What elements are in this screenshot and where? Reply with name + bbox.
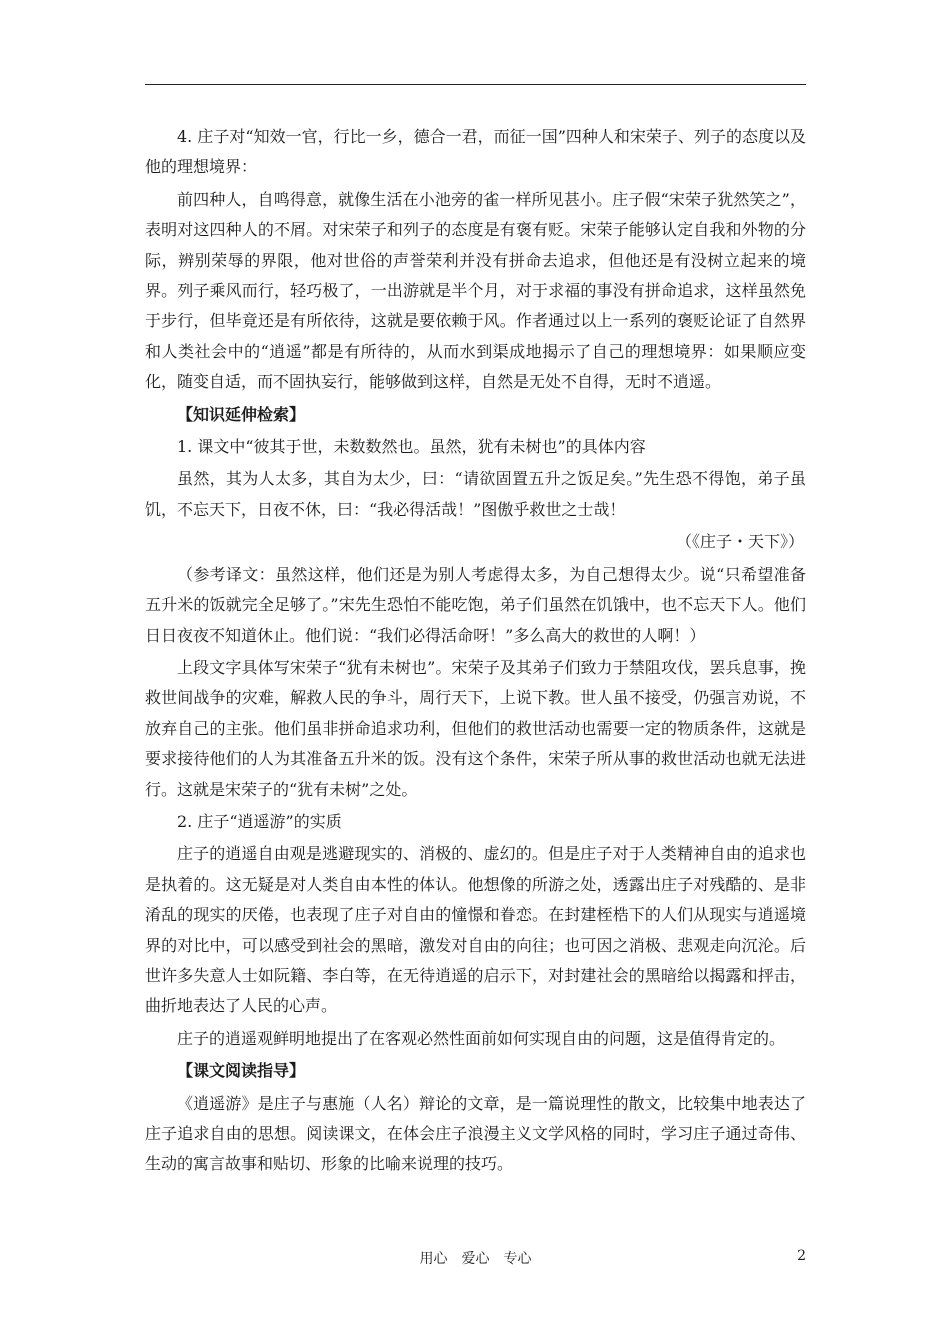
section-heading-knowledge-extension: 【知识延伸检索】 [177,404,306,424]
paragraph-attitudes-detail: 前四种人，自鸣得意，就像生活在小池旁的雀一样所见甚小。庄子假“宋荣子犹然笑之”，表明对这四种人的不屑。对宋荣子和列子的态度是有褒有贬。宋荣子能够认定自我和外物的分际，辨别荣辱的界限，他对世俗的声誉荣利并没有拼命去追求，但他还是有没树立起来的境界。列子乘风而行，轻巧极了，一出游就是半个月，对于求福的事没有拼命追求，这样虽然免于步行，但毕竟还是有所依待，这就是要依赖于风。作者通过以上一系列的褒贬论证了自然界和人类社会中的“逍遥”都是有所待的，从而水到渠成地揭示了自己的理想境界：如果顺应变化，随变自适，而不固执妄行，能够做到这样，自然是无处不自得，无时不逍遥。 [145,189,806,392]
page-footer [145,1248,806,1272]
section-heading-reading-guide: 【课文阅读指导】 [177,1061,306,1081]
paragraph-item-2-title: 2. 庄子“逍遥游”的实质 [177,811,342,831]
paragraph-item-1-title: 1. 课文中“彼其于世，未数数然也。虽然，犹有未树也”的具体内容 [177,437,646,457]
paragraph-attitudes-intro: 4. 庄子对“知效一官，行比一乡，德合一君，而征一国”四种人和宋荣子、列子的态度以及他的理想境界： [145,127,806,177]
header-rule [145,84,806,85]
footer-slogan: 用心 爱心 专心 [419,1251,532,1267]
paragraph-freedom-essence: 庄子的逍遥自由观是逃避现实的、消极的、虚幻的。但是庄子对于人类精神自由的追求也是执着的。这无疑是对人类自由本性的体认。他想像的所游之处，透露出庄子对残酷的、是非淆乱的现实的厌倦，也表现了庄子对自由的憧憬和眷恋。在封建桎梏下的人们从现实与逍遥境界的对比中，可以感受到社会的黑暗，激发对自由的向往；也可因之消极、悲观走向沉沦。后世许多失意人士如阮籍、李白等，在无待逍遥的启示下，对封建社会的黑暗给以揭露和抨击，曲折地表达了人民的心声。 [145,844,806,1016]
page-number: 2 [797,1248,806,1264]
quotation-source: （《庄子・天下》） [675,532,804,552]
paragraph-song-rongzi: 上段文字具体写宋荣子“犹有未树也”。宋荣子及其弟子们致力于禁阻攻伐，罢兵息事，挽救世间战争的灾难，解救人民的争斗，周行天下，上说下教。世人虽不接受，仍强言劝说，不放弃自己的主张。他们虽非拼命追求功利，但他们的救世活动也需要一定的物质条件，这就是要求接待他们的人为其准备五升米的饭。没有这个条件，宋荣子所从事的救世活动也就无法进行。这就是宋荣子的“犹有未树”之处。 [145,657,806,799]
paragraph-reading-guide: 《逍遥游》是庄子与惠施（人名）辩论的文章，是一篇说理性的散文，比较集中地表达了庄子追求自由的思想。阅读课文，在体会庄子浪漫主义文学风格的同时，学习庄子通过奇伟、生动的寓言故事和贴切、形象的比喻来说理的技巧。 [145,1093,806,1174]
paragraph-quotation: 虽然，其为人太多，其自为太少，曰：“请欲固置五升之饭足矣。”先生恐不得饱，弟子虽饥，不忘天下，日夜不休，曰：“我必得活哉！”图傲乎救世之士哉！ [145,469,806,519]
paragraph-freedom-conclusion: 庄子的逍遥观鲜明地提出了在客观必然性面前如何实现自由的问题，这是值得肯定的。 [177,1028,786,1048]
paragraph-translation: （参考译文：虽然这样，他们还是为别人考虑得太多，为自己想得太少。说“只希望准备五升米的饭就完全足够了。”宋先生恐怕不能吃饱，弟子们虽然在饥饿中，也不忘天下人。他们日日夜夜不知道休止。他们说：“我们必得活命呀！”多么高大的救世的人啊！） [145,564,806,645]
document-body [145,122,806,1182]
